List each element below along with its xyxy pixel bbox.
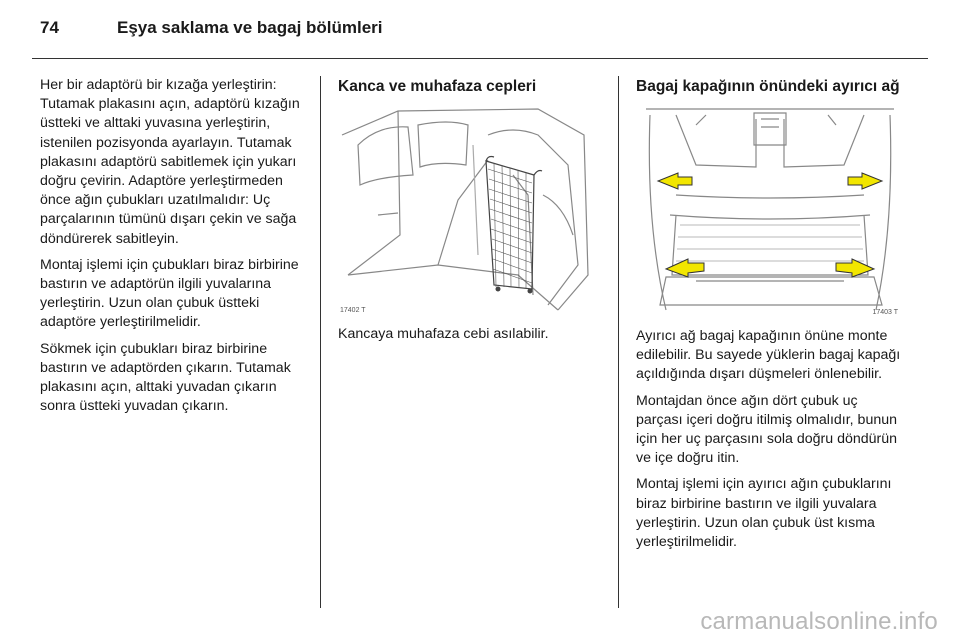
hook-icon (528, 289, 533, 294)
watermark: carmanualsonline.info (700, 608, 938, 635)
storage-pocket-illustration (338, 105, 600, 315)
section-heading-hooks: Kanca ve muhafaza cepleri (338, 78, 537, 95)
paragraph-3: Sökmek için çubukları biraz birbirine bastırın ve adaptörden çıkarın. Tutamak plakasını açın, alttaki yuvadan çıkarın sonra üstteki yuvadan çıkarın. (40, 340, 291, 415)
arrow-right-icon (848, 173, 882, 189)
figure-separator-net (636, 105, 904, 317)
paragraph-1: Ayırıcı ağ bagaj kapağının önüne monte edilebilir. Bu sayede yüklerin bagaj kapağı açıldığında dışarı düşmeleri önlenebilir. (636, 328, 901, 383)
paragraph-3: Montaj işlemi için ayırıcı ağın çubuklarını biraz birbirine bastırın ve ilgili yuvalara yerleştirin. Uzun olan çubuk üst kısma yerleştirilmelidir. (636, 476, 892, 551)
figure-caption: Kancaya muhafaza cebi asılabilir. (338, 326, 549, 342)
paragraph-2: Montaj işlemi için çubukları biraz birbirine bastırın ve adaptörün ilgili yuvalarına yerleştirin. Uzun olan çubuk üstteki adaptöre yerleştirilmelidir. (40, 256, 299, 331)
section-heading-separator-net: Bagaj kapağının önündeki ayırıcı ağ (636, 78, 900, 95)
column-3 (636, 76, 904, 559)
column-2 (338, 76, 600, 344)
paragraph-1: Her bir adaptörü bir kızağa yerleştirin: Tutamak plakasını açın, adaptörü kızağın üstteki ve alttaki yuvasına yerleştirin, istenilen pozisyonda ayarlayın. Tutamak plakasını adaptörü sabitlemek için yukarı doğru çevirin. Adaptöre yerleştirmeden önce ağın çubukları uzatılmalıdır: Uç parçalarının tümünü dışarı çekin ve sağa döndürerek sabitleyin. (40, 77, 300, 247)
arrow-left-icon (658, 173, 692, 189)
separator-net-illustration (636, 105, 904, 317)
page-number: 74 (40, 18, 59, 37)
figure-code: 17403 T (872, 309, 898, 316)
paragraph-2: Montajdan önce ağın dört çubuk uç parçası içeri doğru itilmiş olmalıdır, bunun için her uç parçasını sola doğru döndürün ve içe doğru itin. (636, 392, 898, 467)
figure-code: 17402 T (340, 307, 366, 314)
header-rule (32, 58, 928, 59)
column-divider-1 (320, 76, 321, 608)
column-divider-2 (618, 76, 619, 608)
page-title: Eşya saklama ve bagaj bölümleri (117, 18, 383, 37)
figure-storage-pocket (338, 105, 600, 315)
hook-icon (496, 287, 501, 292)
column-1 (40, 76, 308, 423)
